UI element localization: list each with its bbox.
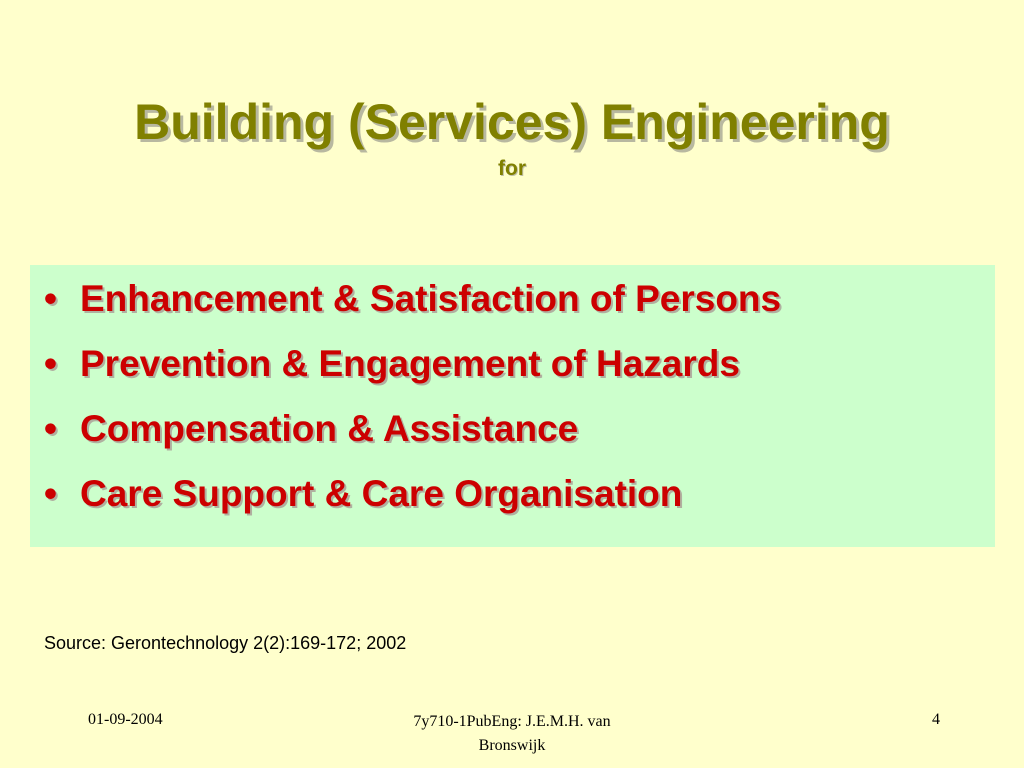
page-number: 4 xyxy=(932,711,940,728)
bullet-marker: • xyxy=(44,343,57,384)
slide-title: Building (Services) Engineering xyxy=(134,94,890,150)
footer-date: 01-09-2004 xyxy=(88,711,163,728)
bullet-list xyxy=(44,277,995,537)
footer-author xyxy=(362,710,662,758)
bullet-marker: • xyxy=(44,278,57,319)
content-box xyxy=(30,265,995,547)
bullet-marker: • xyxy=(44,473,57,514)
bullet-text: Compensation & Assistance xyxy=(80,408,579,449)
bullet-text: Care Support & Care Organisation xyxy=(80,473,683,514)
footer-author-line1: 7y710-1PubEng: J.E.M.H. van xyxy=(413,713,611,730)
bullet-item xyxy=(44,407,995,472)
bullet-text: Enhancement & Satisfaction of Persons xyxy=(80,278,782,319)
bullet-marker: • xyxy=(44,408,57,449)
source-citation: Source: Gerontechnology 2(2):169-172; 2002 xyxy=(44,633,407,653)
bullet-item xyxy=(44,342,995,407)
bullet-text: Prevention & Engagement of Hazards xyxy=(80,343,740,384)
footer-author-line2: Bronswijk xyxy=(478,737,546,754)
slide-subtitle: for xyxy=(498,157,526,180)
bullet-item xyxy=(44,277,995,342)
bullet-item xyxy=(44,472,995,537)
